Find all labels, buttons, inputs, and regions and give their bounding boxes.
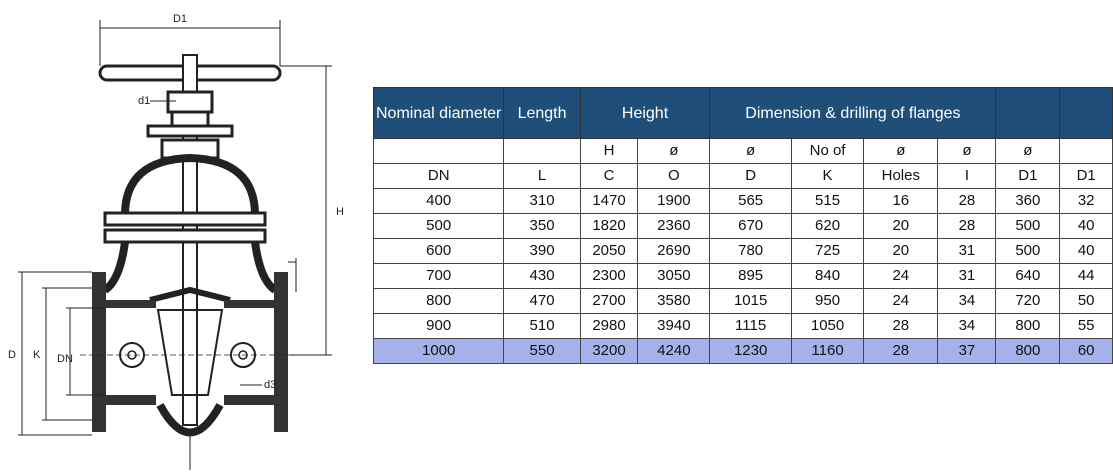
table-cell: 550 [504,339,580,364]
table-cell: 44 [1060,264,1113,289]
h2-cell [504,139,580,164]
table-cell: 1230 [710,339,792,364]
label-k: K [33,349,41,361]
table-row [374,289,1113,314]
table-cell: 1900 [638,189,710,214]
dimension-table [373,87,1113,364]
h3-cell: O [638,164,710,189]
table-cell: 20 [864,214,938,239]
table-row [374,214,1113,239]
table-cell: 500 [374,214,504,239]
h2-cell: ø [638,139,710,164]
header-row-1 [374,88,1113,139]
table-cell: 2700 [580,289,638,314]
table-cell: 28 [864,314,938,339]
table-cell: 640 [996,264,1060,289]
table-cell: 1160 [791,339,863,364]
table-cell: 32 [1060,189,1113,214]
header-row-3 [374,164,1113,189]
table-cell: 1015 [710,289,792,314]
h2-cell: ø [938,139,996,164]
table-cell: 900 [374,314,504,339]
table-cell: 670 [710,214,792,239]
table-cell: 2980 [580,314,638,339]
table-cell: 430 [504,264,580,289]
table-cell: 20 [864,239,938,264]
h2-cell: ø [996,139,1060,164]
h2-cell: H [580,139,638,164]
label-d1-top: D1 [172,13,188,25]
table-cell: 360 [996,189,1060,214]
h3-cell: I [938,164,996,189]
table-cell: 1000 [374,339,504,364]
table-cell: 800 [996,314,1060,339]
header-blank-1 [996,88,1060,139]
table-cell: 515 [791,189,863,214]
table-cell: 1820 [580,214,638,239]
table-cell: 4240 [638,339,710,364]
table-cell: 3940 [638,314,710,339]
label-d: D [8,349,16,361]
table-cell: 510 [504,314,580,339]
h3-cell: C [580,164,638,189]
table-cell: 895 [710,264,792,289]
h2-cell: ø [710,139,792,164]
table-cell: 31 [938,264,996,289]
table-cell: 400 [374,189,504,214]
table-cell: 31 [938,239,996,264]
table-cell: 2690 [638,239,710,264]
table-cell: 2050 [580,239,638,264]
label-d1-small: d1 [138,95,151,107]
label-dn: DN [57,353,73,365]
h3-cell: DN [374,164,504,189]
table-cell: 565 [710,189,792,214]
table-cell: 500 [996,239,1060,264]
header-flanges: Dimension & drilling of flanges [710,88,996,139]
table-cell: 34 [938,314,996,339]
table-cell: 24 [864,289,938,314]
table-row [374,264,1113,289]
table-cell: 28 [938,214,996,239]
table-cell: 3050 [638,264,710,289]
h3-cell: D [710,164,792,189]
h2-cell [1060,139,1113,164]
table-cell: 500 [996,214,1060,239]
table-cell: 1115 [710,314,792,339]
table-cell: 600 [374,239,504,264]
gate-valve-drawing [0,0,360,473]
table-cell: 800 [374,289,504,314]
table-cell: 840 [791,264,863,289]
table-cell: 725 [791,239,863,264]
table-cell: 24 [864,264,938,289]
table-row [374,239,1113,264]
header-blank-2 [1060,88,1113,139]
h3-cell: Holes [864,164,938,189]
table-cell: 800 [996,339,1060,364]
table-row [374,189,1113,214]
label-h: H [336,206,344,218]
h3-cell: D1 [996,164,1060,189]
table-cell: 310 [504,189,580,214]
table-cell: 50 [1060,289,1113,314]
table-cell: 2300 [580,264,638,289]
header-nominal-diameter: Nominal diameter [374,88,504,139]
h3-cell: D1 [1060,164,1113,189]
header-height: Height [580,88,710,139]
table-cell: 3200 [580,339,638,364]
h2-cell [374,139,504,164]
table-cell: 780 [710,239,792,264]
table-cell: 390 [504,239,580,264]
table-cell: 700 [374,264,504,289]
table-cell: 34 [938,289,996,314]
table-cell: 28 [938,189,996,214]
table-cell: 40 [1060,214,1113,239]
table-row [374,314,1113,339]
table-cell: 37 [938,339,996,364]
table-cell: 28 [864,339,938,364]
table-cell: 55 [1060,314,1113,339]
header-row-2 [374,139,1113,164]
table-cell: 2360 [638,214,710,239]
label-d3: d3 [264,379,277,391]
table-cell: 470 [504,289,580,314]
table-row [374,339,1113,364]
table-cell: 3580 [638,289,710,314]
h3-cell: K [791,164,863,189]
table-cell: 1470 [580,189,638,214]
table-cell: 40 [1060,239,1113,264]
table-cell: 620 [791,214,863,239]
table-cell: 60 [1060,339,1113,364]
h2-cell: No of [791,139,863,164]
table-cell: 350 [504,214,580,239]
h3-cell: L [504,164,580,189]
table-cell: 16 [864,189,938,214]
table-cell: 950 [791,289,863,314]
table-cell: 1050 [791,314,863,339]
table-cell: 720 [996,289,1060,314]
h2-cell: ø [864,139,938,164]
header-length: Length [504,88,580,139]
